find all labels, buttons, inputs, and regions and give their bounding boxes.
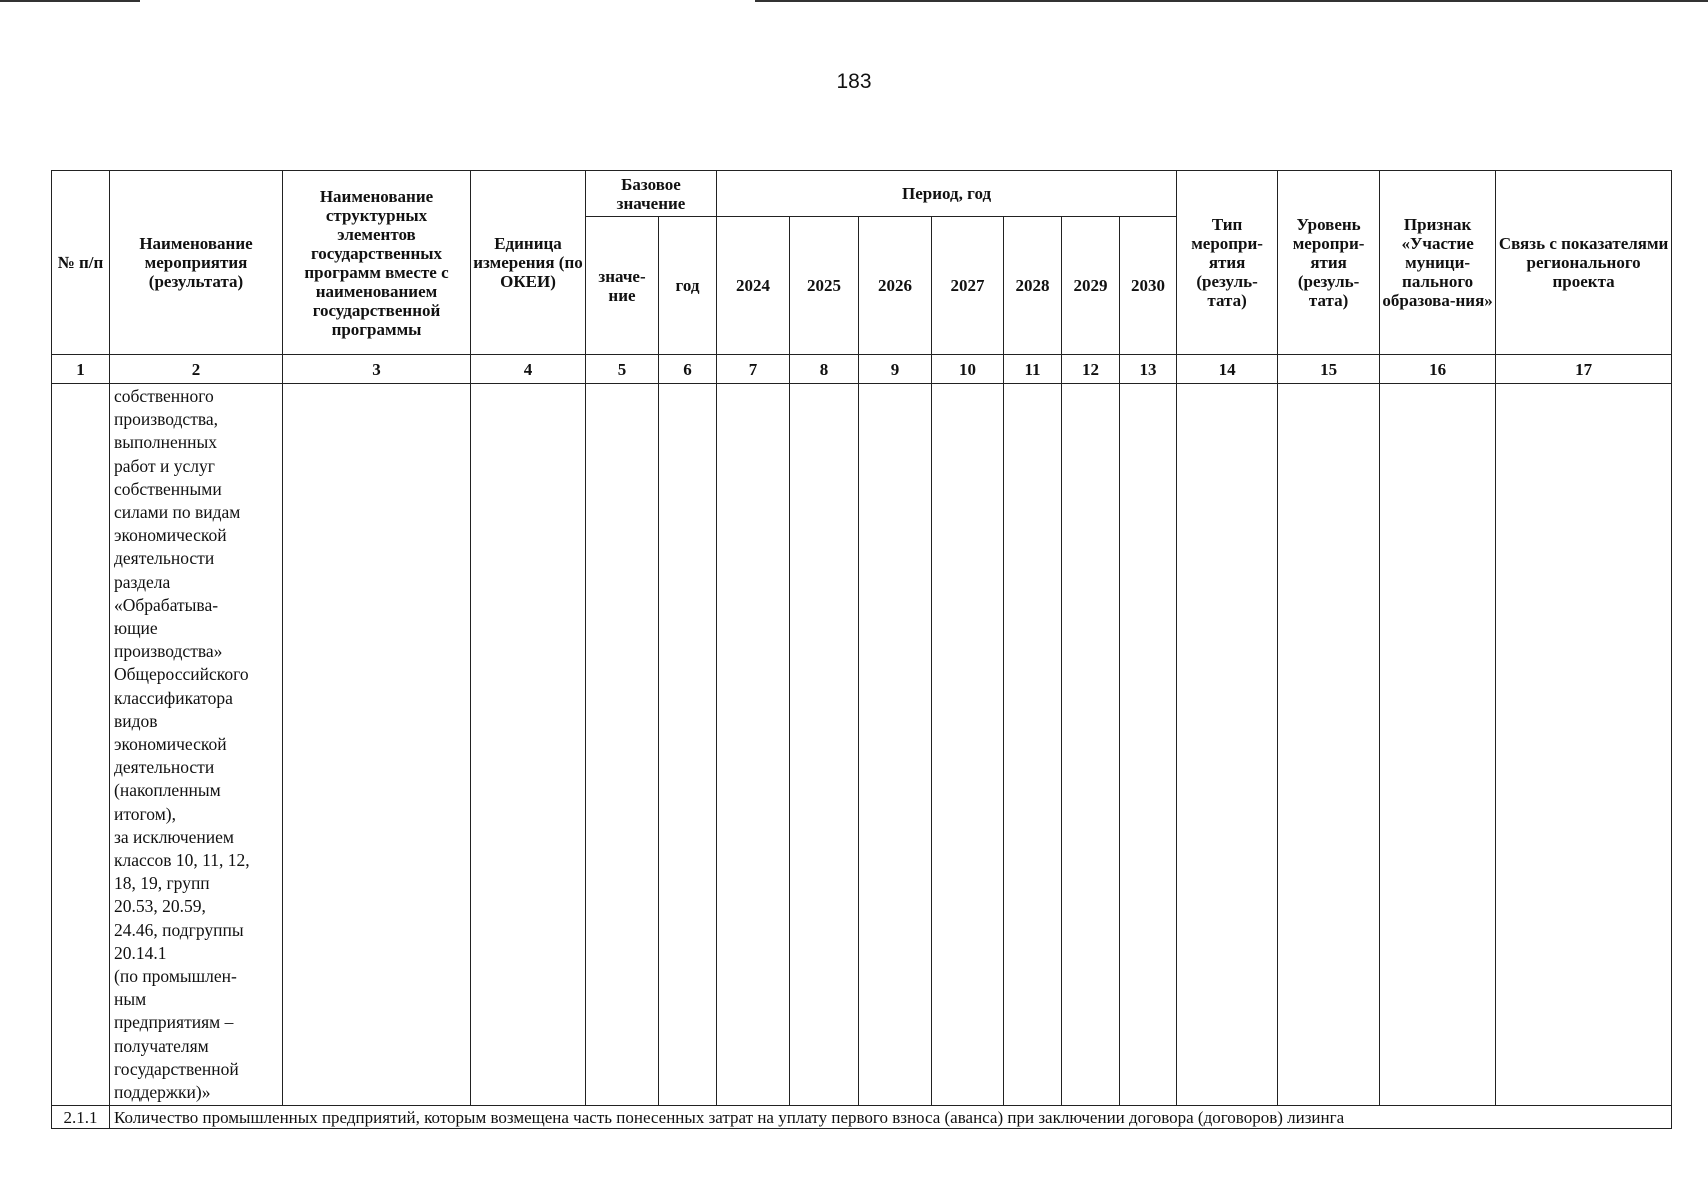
header-municipal: Признак «Участие муници-пального образова-ния» xyxy=(1380,171,1496,355)
column-number: 2 xyxy=(110,355,283,384)
empty-cell xyxy=(1004,384,1062,1106)
scan-top-line-left xyxy=(0,0,140,2)
column-number: 3 xyxy=(283,355,471,384)
header-name: Наименование мероприятия (результата) xyxy=(110,171,283,355)
header-year-2028: 2028 xyxy=(1004,217,1062,355)
header-link: Связь с показателями регионального проекта xyxy=(1496,171,1672,355)
column-number: 14 xyxy=(1177,355,1278,384)
continuation-row xyxy=(52,384,1672,1106)
header-year-2025: 2025 xyxy=(790,217,859,355)
header-year-2024: 2024 xyxy=(717,217,790,355)
header-row-top xyxy=(52,171,1672,217)
empty-cell xyxy=(471,384,586,1106)
empty-cell xyxy=(1380,384,1496,1106)
header-year-2027: 2027 xyxy=(932,217,1004,355)
program-table xyxy=(51,170,1672,1129)
empty-cell xyxy=(1278,384,1380,1106)
column-number: 16 xyxy=(1380,355,1496,384)
header-year-2029: 2029 xyxy=(1062,217,1120,355)
header-type: Тип меропри-ятия (резуль-тата) xyxy=(1177,171,1278,355)
section-title: Количество промышленных предприятий, которым возмещена часть понесенных затрат на уплату первого взноса (аванса) при заключении договора (договоров) лизинга xyxy=(110,1106,1672,1129)
empty-cell xyxy=(1177,384,1278,1106)
page-number: 183 xyxy=(836,70,872,93)
column-number: 12 xyxy=(1062,355,1120,384)
column-number: 10 xyxy=(932,355,1004,384)
empty-cell xyxy=(790,384,859,1106)
column-number: 8 xyxy=(790,355,859,384)
empty-cell xyxy=(1496,384,1672,1106)
column-number: 13 xyxy=(1120,355,1177,384)
column-number: 17 xyxy=(1496,355,1672,384)
column-number: 5 xyxy=(586,355,659,384)
empty-cell xyxy=(283,384,471,1106)
header-base-year: год xyxy=(659,217,717,355)
header-period: Период, год xyxy=(717,171,1177,217)
header-structural: Наименование структурных элементов государственных программ вместе с наименованием государственной программы xyxy=(283,171,471,355)
header-base-value: значе-ние xyxy=(586,217,659,355)
column-number: 7 xyxy=(717,355,790,384)
empty-cell xyxy=(659,384,717,1106)
column-number: 15 xyxy=(1278,355,1380,384)
column-number: 6 xyxy=(659,355,717,384)
header-num: № п/п xyxy=(52,171,110,355)
column-number-row xyxy=(52,355,1672,384)
column-number: 11 xyxy=(1004,355,1062,384)
column-number: 1 xyxy=(52,355,110,384)
empty-cell xyxy=(859,384,932,1106)
header-level: Уровень меропри-ятия (резуль-тата) xyxy=(1278,171,1380,355)
header-base: Базовое значение xyxy=(586,171,717,217)
empty-cell xyxy=(1062,384,1120,1106)
header-unit: Единица измерения (по ОКЕИ) xyxy=(471,171,586,355)
header-year-2026: 2026 xyxy=(859,217,932,355)
header-year-2030: 2030 xyxy=(1120,217,1177,355)
column-number: 4 xyxy=(471,355,586,384)
column-number: 9 xyxy=(859,355,932,384)
empty-cell xyxy=(932,384,1004,1106)
empty-cell xyxy=(52,384,110,1106)
scan-top-line-right xyxy=(755,0,1708,2)
continuation-text: собственного производства, выполненных работ и услуг собственными силами по видам экономической деятельности раздела «Обрабатыва- ющие производства» Общероссийского классификатора видов экономической деятельности (накопленным итогом), за исключением классов 10, 11, 12, 18, 19, групп 20.53, 20.59, 24.46, подгруппы 20.14.1 (по промышлен- ным предприятиям – получателям государственной поддержки)» xyxy=(110,384,283,1106)
empty-cell xyxy=(586,384,659,1106)
empty-cell xyxy=(717,384,790,1106)
section-row-2-1-1 xyxy=(52,1106,1672,1129)
empty-cell xyxy=(1120,384,1177,1106)
section-number: 2.1.1 xyxy=(52,1106,110,1129)
